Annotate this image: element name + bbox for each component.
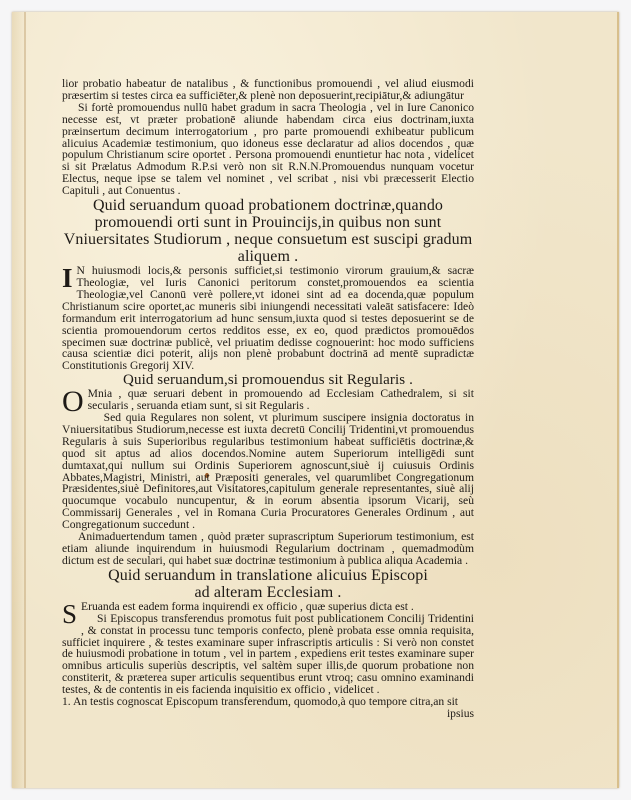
paragraph-regulares: Sed quia Regulares non solent, vt plurimum suscipere insignia doctoratus in Vniuersitatibus Studiorum,necesse est iuxta decretū Concilij Tridentini,vt promouendus Regularis à suis Superioribus regularibus testimonium habeat sufficiētis doctrinæ,& quod sit aptus ad alios docendos.Nomine autem Superiorum intelligēdi sunt dumtaxat,qui nullum sui Ordinis Superiorem agnoscunt,siuè ij cuiusuis Ordinis Abbates,Magistri, Ministri, aut Præpositi generales, vel quarumlibet Congregationum Præsidentes,siuè Definitores,aut Visitatores,capitulum generale representantes, siuè alij quocumque vocabulo nuncupentur, & in eorum absentia ipsorum Vicarij, seù Commissarij Generales , vel in Romana Curia Procuratores Generales Ordinum , aut Congregationum succedunt . (62, 411, 474, 532)
catchword: ipsius (446, 706, 474, 720)
page-text (62, 78, 474, 720)
article-item-1: 1. An testis cognoscat Episcopum transferendum, quomodo,à quo tempore citra,an sit (62, 695, 459, 709)
paragraph-theologia: Si fortè promouendus nullū habet gradum in sacra Theologia , vel in Iure Canonico necesse est, vt præter probationē aliunde habendam circa eius doctrinam,iuxta præinsertum decimum interrogatorium , pro parte promouendi exhibeatur publicum alicuius Academiæ testimonium, quo idoneus esse declaratur ad alios docendos , quæ populum Christianum scire oportet . Persona promouendi enuntietur hac nota , videlicet si sit Prælatus Admodum R.P.si verò non sit R.N.N.Promouendus nunquam vocetur Electus, neque ipse se talem vel nominet , vel scribat , nisi vbi præcesserit Electio Capituli , aut Conuentus . (62, 100, 474, 198)
section-body-doctrina (62, 265, 474, 372)
section-heading-regularis: Quid seruandum,si promouendus sit Regularis . (123, 372, 413, 389)
section-body-regularis (62, 385, 474, 419)
binding-fold (24, 12, 26, 788)
drop-cap-i: I (62, 263, 73, 294)
drop-cap-s: S (62, 598, 78, 629)
paragraph-animaduertendum: Animaduertendum tamen , quòd præter suprascriptum Superiorum testimonium, est etiam aliunde inquirendum in huiusmodi Regularium doctrinam , quemadmodùm dictum est de seculari, qui habet suæ doctrinæ testimonium à publica aliqua Academia . (62, 530, 474, 567)
section-heading-translatione: Quid seruandum in translatione alicuius Episcopi ad alteram Ecclesiam . (108, 566, 428, 601)
section-heading-doctrina: Quid seruandum quoad probationem doctrinæ,quando promouendi orti sunt in Prouincijs,in quibus non sunt Vniuersitates Studiorum , neque consuetum est suscipi gradum aliquem . (63, 197, 473, 266)
body-text: Eruanda est eadem forma inquirendi ex officio , quæ superius dicta est . (81, 599, 414, 613)
paragraph-episcopus: Si Episcopus transferendus promotus fuit post publicationem Concilij Tridentini , & constat in processu tunc temporis confecto, plenè probata esse omnia requisita, sufficiet inquirere , & testes examinare super infrascriptis articulis : Si verò non constet de huiusmodi probatione in totum , vel in partem , expediens erit testes examinare super omnibus articulis superiùs descriptis, vel saltèm super illis,de quorum probatione non constiterit, & præterea super articulis sequentibus erunt vtroq; casu omnino examinandi testes, & de contentis in eis facienda inquisitio ex officio , videlicet . (62, 611, 474, 697)
body-text: Mnia , quæ seruari debent in promouendo ad Ecclesiam Cathedralem, si sit secularis , seruanda etiam sunt, si sit Regularis . (87, 387, 474, 413)
body-text: N huiusmodi locis,& personis sufficiet,si testimonio virorum grauium,& sacræ Theologiæ, vel Iuris Canonici peritorum constet,promouendos ea scientia Theologiæ,vel Canonū verè pollere,vt idonei sint ad ea docenda,quæ populum Christianum scire oportet,ac muneris sibi iniungendi necessitati valeāt satisfacere: Ideò formandum erit interrogatorium ad hunc sensum,iuxta quod si testes deposuerint se de scientia promouendorum certos redditos esse, ex eo, quod prædictos promouēdos specimen suæ doctrinæ publicè, vel priuatim dedisse cognouerint: hoc modo sufficiens causa scientiæ dici poterit, alijs non plenè probabunt doctrinā ad mentē supradictæ Constitutionis Gregorij XIV. (62, 264, 474, 373)
drop-cap-o: O (62, 385, 84, 419)
section-body-translatione (62, 598, 474, 629)
paragraph-natalibus: lior probatio habeatur de natalibus , & functionibus promouendi , vel aliud eiusmodi præsertim si testes circa ea sufficiēter,& plenè non deposuerint,recipiātur,& adiungātur (62, 77, 474, 102)
